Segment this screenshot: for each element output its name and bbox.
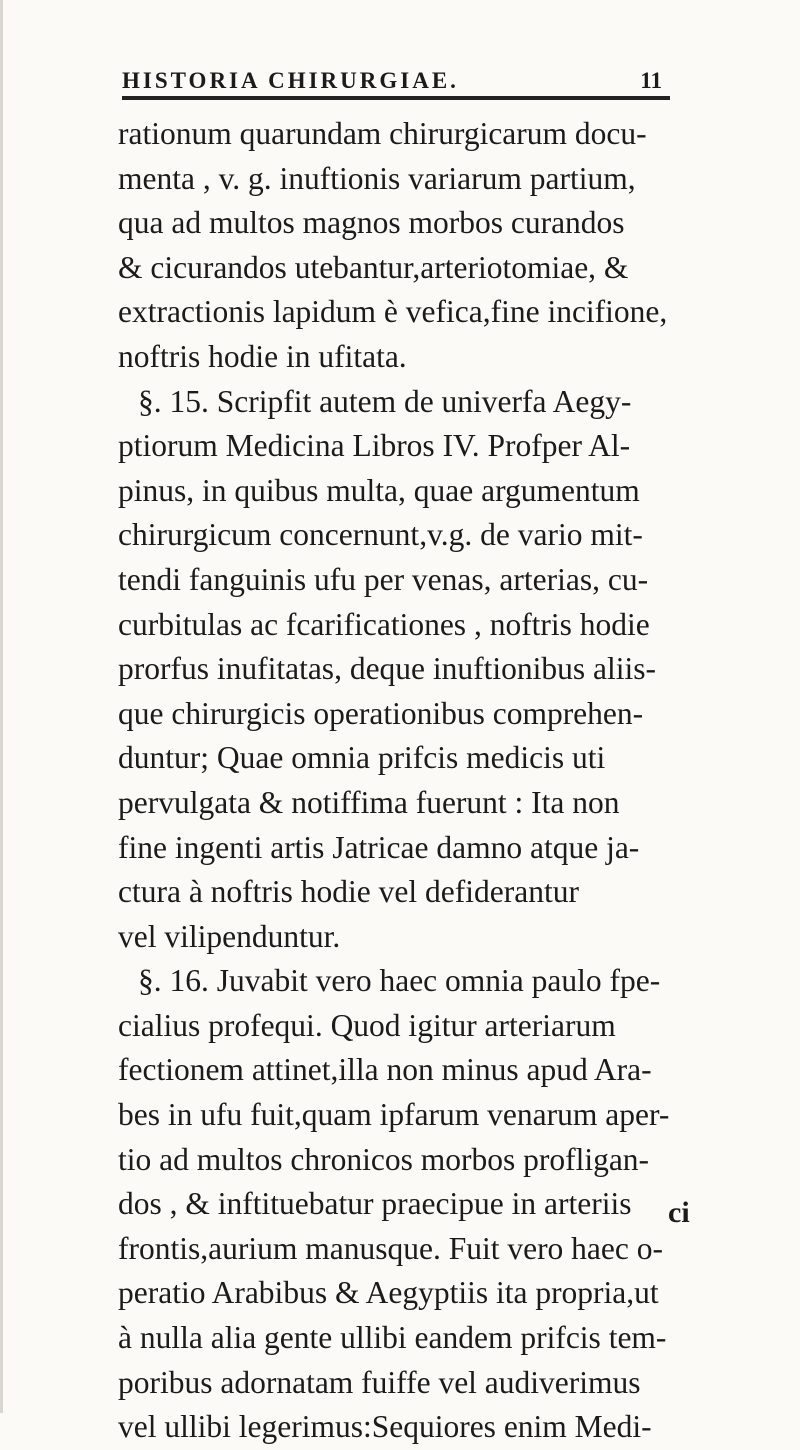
text-line: poribus adornatam fuiffe vel audiverimus [118,1364,641,1400]
text-line: curbitulas ac fcarificationes , noftris hodie [118,606,650,642]
page-number: 11 [640,68,662,93]
text-line: qua ad multos magnos morbos curandos [118,205,625,241]
text-line: tio ad multos chronicos morbos profligan- [118,1141,650,1177]
body-text [118,112,718,1450]
text-line: ctura à noftris hodie vel defiderantur [118,874,579,910]
text-line: rationum quarundam chirurgicarum docu- [118,116,647,151]
text-line: pinus, in quibus multa, quae argumentum [118,472,640,508]
text-line: duntur; Quae omnia prifcis medicis uti [118,740,606,776]
running-head [122,68,662,94]
running-title: HISTORIA CHIRURGIAE. [122,68,459,93]
header-rule [122,96,670,100]
text-line: & cicurandos utebantur,arteriotomiae, & [118,249,629,285]
text-line: tendi fanguinis ufu per venas, arterias, cu- [118,561,649,597]
text-line: fectionem attinet,illa non minus apud Ara- [118,1052,652,1088]
text-line: vel vilipenduntur. [118,918,341,954]
text-line: bes in ufu fuit,quam ipfarum venarum aper- [118,1097,670,1133]
text-line: §. 15. Scripfit autem de univerfa Aegy- [138,383,632,419]
text-line: vel ullibi legerimus:Sequiores enim Medi- [118,1409,652,1445]
text-line: ptiorum Medicina Libros IV. Profper Al- [118,428,631,464]
text-line: menta , v. g. inuftionis variarum partium, [118,160,636,196]
text-line: pervulgata & notiffima fuerunt : Ita non [118,784,620,820]
text-line: fine ingenti artis Jatricae damno atque ja- [118,829,640,865]
page-edge-shadow [0,0,3,1413]
text-line: chirurgicum concernunt,v.g. de vario mit- [118,517,643,553]
text-line: que chirurgicis operationibus comprehen- [118,695,644,731]
text-line: dos , & inftituebatur praecipue in arteriis [118,1186,632,1222]
text-line: §. 16. Juvabit vero haec omnia paulo fpe- [138,963,661,999]
text-line: frontis,aurium manusque. Fuit vero haec o- [118,1230,663,1266]
text-line: à nulla alia gente ullibi eandem prifcis tem- [118,1320,667,1356]
text-line: extractionis lapidum è vefica,fine incifione, [118,294,668,330]
text-line: peratio Arabibus & Aegyptiis ita propria,ut [118,1275,659,1311]
text-line: prorfus inufitatas, deque inuftionibus aliis- [118,651,657,687]
catchword: ci [668,1196,690,1229]
text-line: cialius profequi. Quod igitur arteriarum [118,1007,616,1043]
text-line: noftris hodie in ufitata. [118,338,407,374]
